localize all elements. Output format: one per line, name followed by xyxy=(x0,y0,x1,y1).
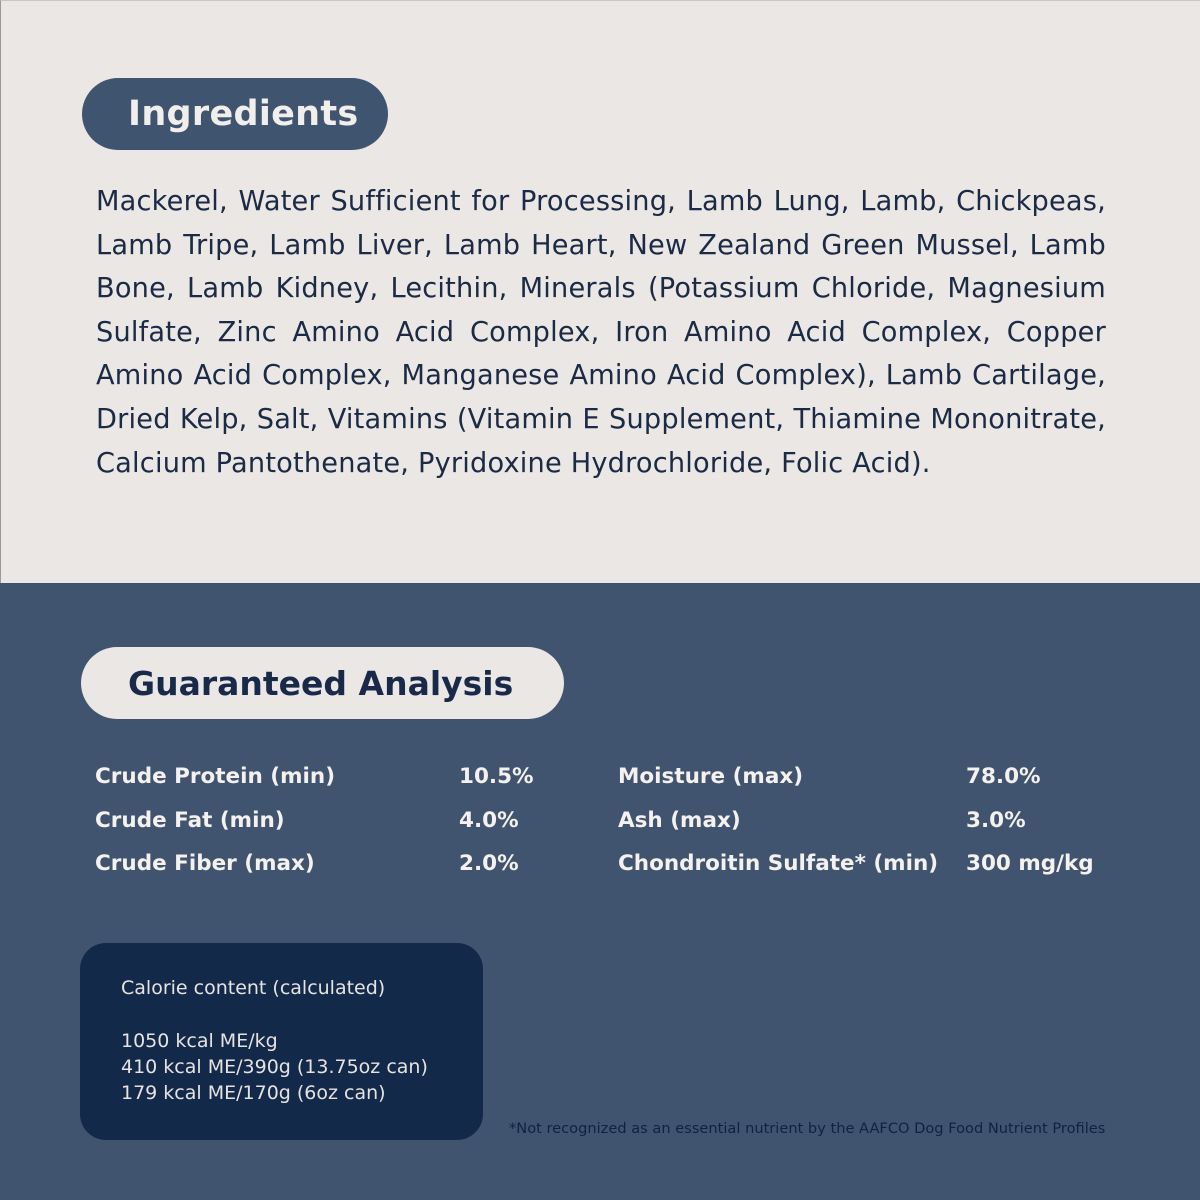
ingredients-list: Mackerel, Water Sufficient for Processing, Lamb Lung, Lamb, Chickpeas, Lamb Tripe, Lamb Liver, Lamb Heart, New Zealand Green Mussel, Lamb Bone, Lamb Kidney, Lecithin, Minerals (Potassium Chloride, Magnesium Sulfate, Zinc Amino Acid Complex, Iron Amino Acid Complex, Copper Amino Acid Complex, Manganese Amino Acid Complex), Lamb Cartilage, Dried Kelp, Salt, Vitamins (Vitamin E Supplement, Thiamine Mononitrate, Calcium Pantothenate, Pyridoxine Hydrochloride, Folic Acid). xyxy=(96,186,1106,479)
analysis-label: Crude Fiber (max) xyxy=(95,851,315,876)
calorie-values xyxy=(121,1028,428,1106)
calorie-line: 1050 kcal ME/kg xyxy=(121,1030,278,1052)
ingredients-heading: Ingredients xyxy=(82,78,388,150)
calorie-content-box xyxy=(80,943,483,1140)
aafco-footnote: *Not recognized as an essential nutrient by the AAFCO Dog Food Nutrient Profiles xyxy=(509,1120,1106,1137)
ingredients-section xyxy=(0,0,1200,583)
analysis-value: 3.0% xyxy=(966,808,1026,833)
analysis-value: 10.5% xyxy=(459,764,534,789)
guaranteed-analysis-heading: Guaranteed Analysis xyxy=(81,647,564,719)
analysis-value: 4.0% xyxy=(459,808,519,833)
calorie-line: 410 kcal ME/390g (13.75oz can) xyxy=(121,1056,428,1078)
analysis-label: Moisture (max) xyxy=(618,764,804,789)
guaranteed-analysis-section xyxy=(0,583,1200,1200)
analysis-row xyxy=(0,851,1200,887)
calorie-content-title: Calorie content (calculated) xyxy=(121,977,386,999)
analysis-label: Crude Fat (min) xyxy=(95,808,285,833)
calorie-line: 179 kcal ME/170g (6oz can) xyxy=(121,1082,386,1104)
analysis-label: Crude Protein (min) xyxy=(95,764,336,789)
analysis-value: 2.0% xyxy=(459,851,519,876)
analysis-label: Ash (max) xyxy=(618,808,741,833)
analysis-label: Chondroitin Sulfate* (min) xyxy=(618,851,939,876)
analysis-value: 78.0% xyxy=(966,764,1041,789)
analysis-row xyxy=(0,764,1200,800)
analysis-row xyxy=(0,808,1200,844)
analysis-value: 300 mg/kg xyxy=(966,851,1094,876)
